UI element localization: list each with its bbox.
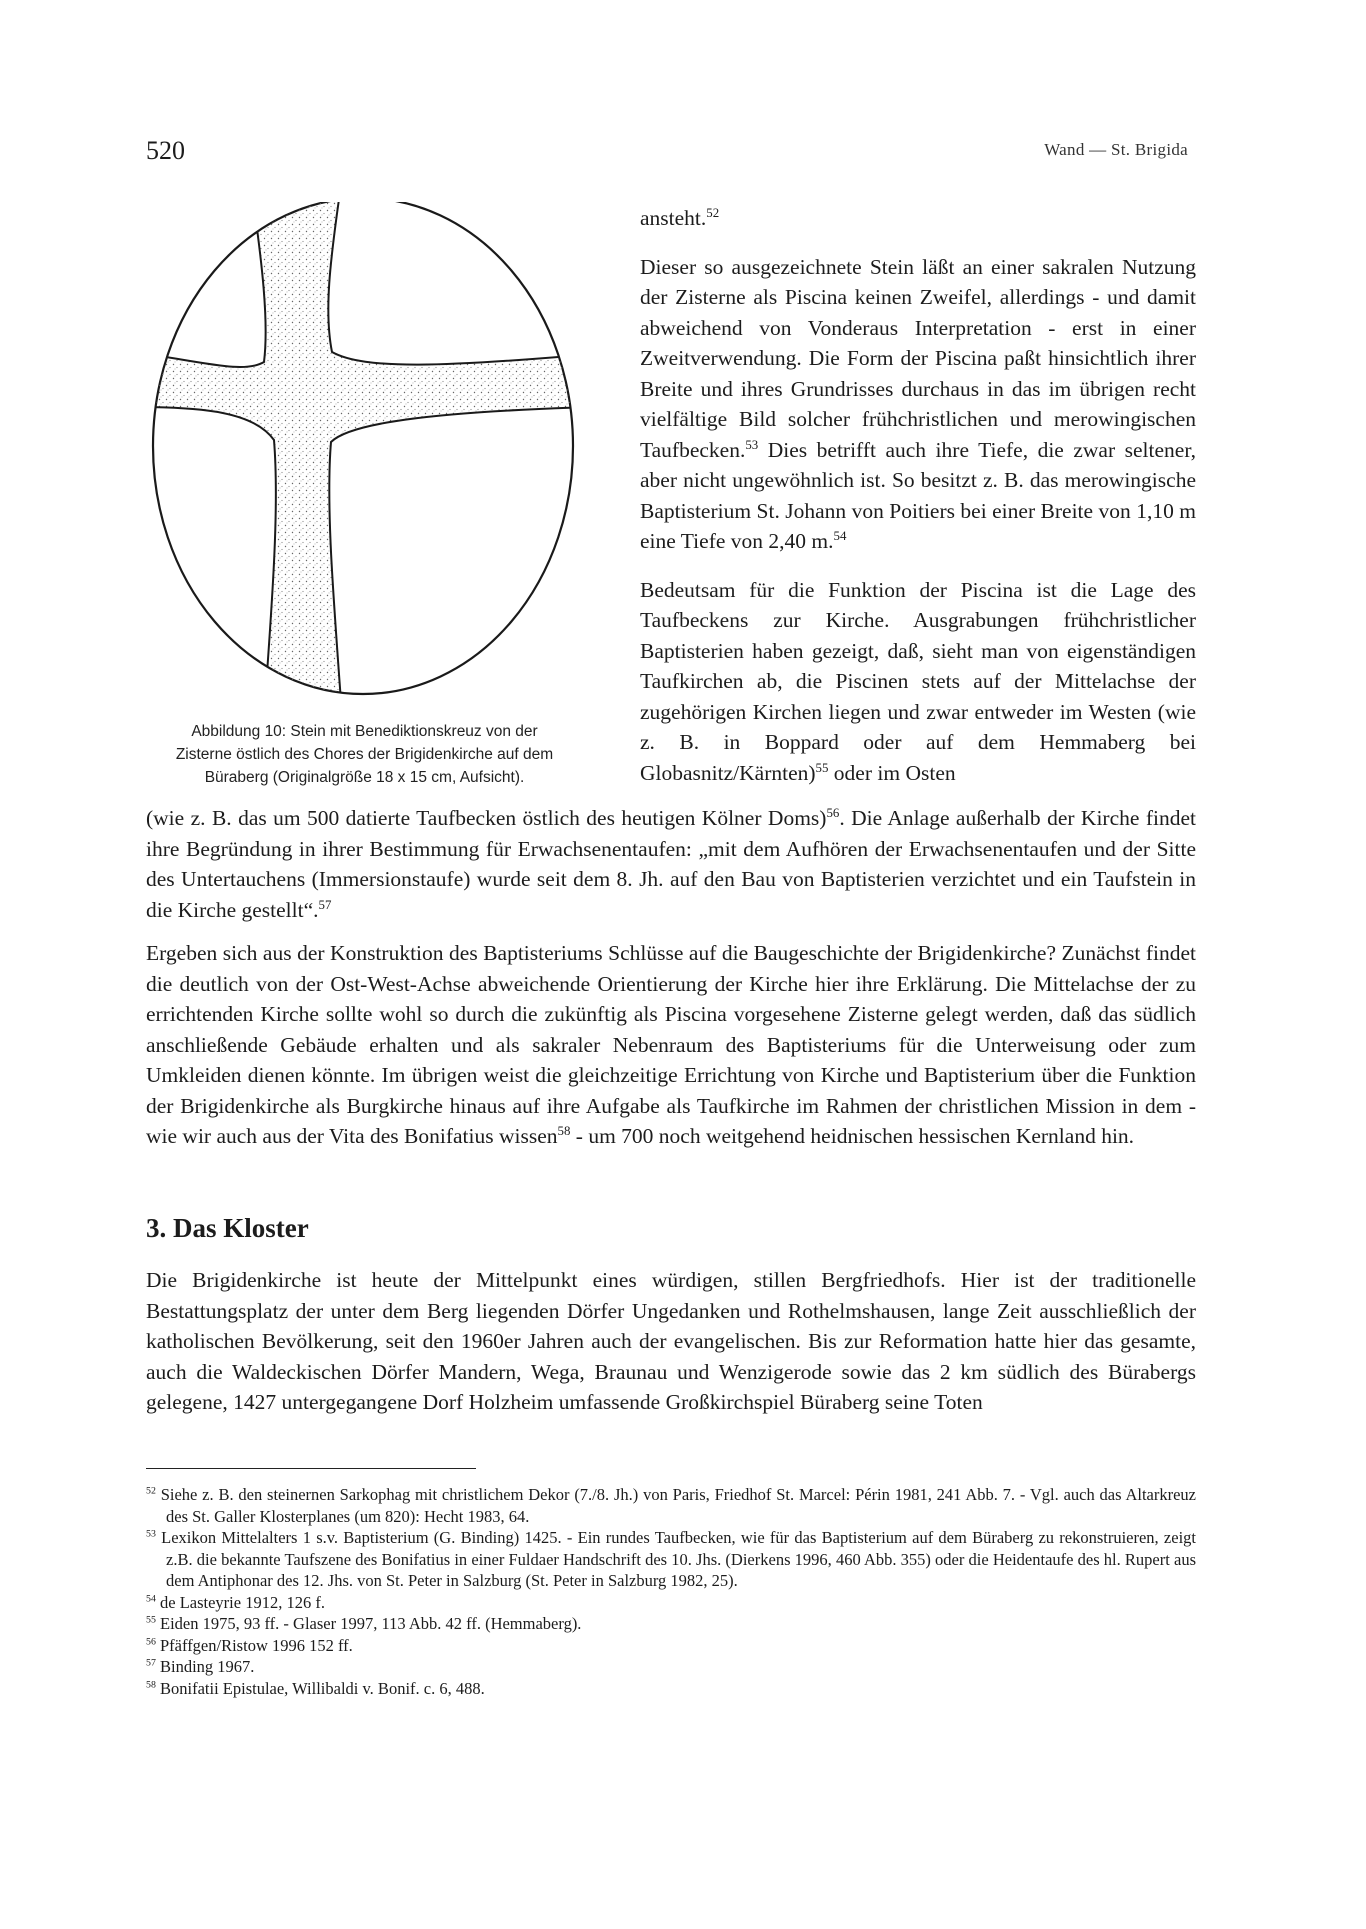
caption-line: Zisterne östlich des Chores der Brigidenkirche auf dem [175,746,554,763]
footnote-separator [146,1468,476,1469]
paragraph-baptisterium [146,938,1196,1152]
footnote-text: Pfäffgen/Ristow 1996 152 ff. [160,1635,353,1655]
paragraph-text: Ergeben sich aus der Konstruktion des Baptisteriums Schlüsse auf die Baugeschichte der Brigidenkirche? Zunächst findet die deutlich von der Ost-West-Achse abweichende Orientierung der Kirche hier ihre Erklärung. Die Mittelachse der zu errichtenden Kirche sollte wohl so durch die zukünftig als Piscina vorgesehene Zisterne gelegt werden, daß das südlich anschließende Gebäude erhalten und als sakraler Nebenraum des Baptisteriums für die Unterweisung oder zum Umkleiden dienen könnte. Im übrigen weist die gleichzeitige Errichtung von Kirche und Baptisterium über die Funktion der Brigidenkirche als Burgkirche hinaus auf ihre Aufgabe als Taufkirche im Rahmen der christlichen Mission in dem - wie wir auch aus der Vita des Bonifatius wissen [146,941,1196,1148]
paragraph-text: Bedeutsam für die Funktion der Piscina ist die Lage des Taufbeckens zur Kirche. Ausgrabungen frühchristlicher Baptisterien haben gezeigt, daß, sieht man von eigenständigen Taufkirchen ab, die Piscinen stets auf der Mittelachse der zugehörigen Kirchen liegen und zwar entweder im Westen (wie z. B. in Boppard oder auf dem Hemmaberg bei Globasnitz/Kärnten) [640,577,1196,785]
footnote-ref: 56 [826,805,840,820]
paragraph [640,252,1196,557]
footnote-number: 53 [146,1528,156,1540]
footnote-ref: 52 [706,205,720,220]
footnote [146,1656,1196,1678]
footnote-text: Siehe z. B. den steinernen Sarkophag mit christlichem Dekor (7./8. Jh.) von Paris, Friedhof St. Marcel: Périn 1981, 241 Abb. 7. - Vgl. auch das Altarkreuz des St. Galler Klosterplanes (um 820): Hecht 1983, 64. [160,1485,1197,1526]
paragraph [146,803,1196,925]
footnote-text: Lexikon Mittelalters 1 s.v. Baptisterium (G. Binding) 1425. - Ein rundes Taufbecken, wie für das Baptisterium auf dem Büraberg zu rekonstruieren, zeigt z.B. die bekannte Taufszene des Bonifatius in einer Fuldaer Handschrift des 10. Jhs. (Dierkens 1996, 460 Abb. 355) oder die Heidentaufe des hl. Rupert aus dem Antiphonar des 12. Jhs. von St. Peter in Salzburg (St. Peter in Salzburg 1982, 25). [161,1528,1197,1590]
footnote-text: Eiden 1975, 93 ff. - Glaser 1997, 113 Abb. 42 ff. (Hemmaberg). [160,1614,582,1633]
footnote-ref: 53 [745,437,759,452]
stone-drawing [144,202,582,722]
page-number: 520 [146,136,185,165]
paragraph [640,203,1196,234]
footnote-number: 58 [146,1679,156,1690]
footnote-ref: 58 [557,1123,571,1138]
footnote-ref: 54 [833,528,847,543]
footnote-text: de Lasteyrie 1912, 126 f. [160,1592,325,1612]
footnote-number: 56 [146,1636,156,1647]
figure-benediction-cross-stone [144,202,582,722]
stone-outline [153,202,573,694]
footnotes [146,1484,1196,1699]
footnote [146,1678,1196,1700]
paragraph-text: Die Brigidenkirche ist heute der Mittelpunkt eines würdigen, stillen Bergfriedhofs. Hier ist der traditionelle Bestattungsplatz der unter dem Berg liegenden Dörfer Ungedanken und Rothelmshausen, lange Zeit ausschließlich der katholischen Bevölkerung, seit den 1960er Jahren auch der evangelischen. Bis zur Reformation hatte hier das gesamte, auch die Waldeckischen Dörfer Mandern, Wega, Braunau und Wenzigerode sowie das 2 km südlich des Bürabergs gelegene, 1427 untergegangene Dorf Holzheim umfassende Großkirchspiel Büraberg seine Toten [146,1268,1196,1414]
paragraph-text: (wie z. B. das um 500 datierte Taufbecken östlich des heutigen Kölner Doms) [146,806,827,830]
paragraph-text: Dies betrifft auch ihre Tiefe, die zwar seltener, aber nicht ungewöhnlich ist. So besitzt z. B. das merowingische Baptisterium St. Johann von Poitiers bei einer Breite von 1,10 m eine Tiefe von 2,40 m. [640,437,1196,553]
caption-line: Büraberg (Originalgröße 18 x 15 cm, Aufsicht). [204,769,525,786]
paragraph-text: . Die Anlage außerhalb der Kirche findet ihre Begründung in ihrer Bestimmung für Erwachsenentaufen: „mit dem Aufhören der Erwachsenentaufen und der Sitte des Untertauchens (Immersionstaufe) wurde seit dem 8. Jh. auf den Bau von Baptisterien verzichtet und ein Taufstein in die Kirche gestellt“. [146,806,1196,922]
paragraph-text: - um 700 noch weitgehend heidnischen hessischen Kernland hin. [570,1124,1135,1148]
footnote [146,1613,1196,1635]
footnote-number: 57 [146,1657,156,1669]
footnote-number: 54 [146,1593,156,1604]
section-title: 3. Das Kloster [146,1213,309,1243]
footnote-number: 55 [146,1614,156,1626]
running-title: Wand — St. Brigida [1044,140,1188,159]
paragraph-text: oder im Osten [828,760,956,785]
paragraph [146,938,1196,1152]
right-column-text [640,203,1196,788]
caption-line: Abbildung 10: Stein mit Benediktionskreuz von der [191,723,538,740]
footnote [146,1592,1196,1614]
footnote-ref: 57 [318,897,332,912]
footnote-text: Bonifatii Epistulae, Willibaldi v. Bonif. c. 6, 488. [160,1678,485,1698]
paragraph [640,575,1196,789]
paragraph-kloster [146,1265,1196,1418]
footnote [146,1635,1196,1657]
footnote [146,1527,1196,1592]
paragraph-text: Dieser so ausgezeichnete Stein läßt an einer sakralen Nutzung der Zisterne als Piscina keinen Zweifel, allerdings - und damit abweichend von Vonderaus Interpretation - erst in einer Zweitverwendung. Die Form der Piscina paßt hinsichtlich ihrer Breite und ihres Grundrisses durchaus in das im übrigen recht vielfältige Bild solcher frühchristlichen und merowingischen Taufbecken. [640,254,1196,462]
footnote [146,1484,1196,1527]
footnote-number: 52 [146,1485,156,1497]
footnote-text: Binding 1967. [160,1657,255,1676]
footnote-ref: 55 [815,760,829,775]
paragraph-continuation [146,803,1196,925]
figure-caption [152,720,577,789]
paragraph-text: ansteht. [640,206,707,230]
